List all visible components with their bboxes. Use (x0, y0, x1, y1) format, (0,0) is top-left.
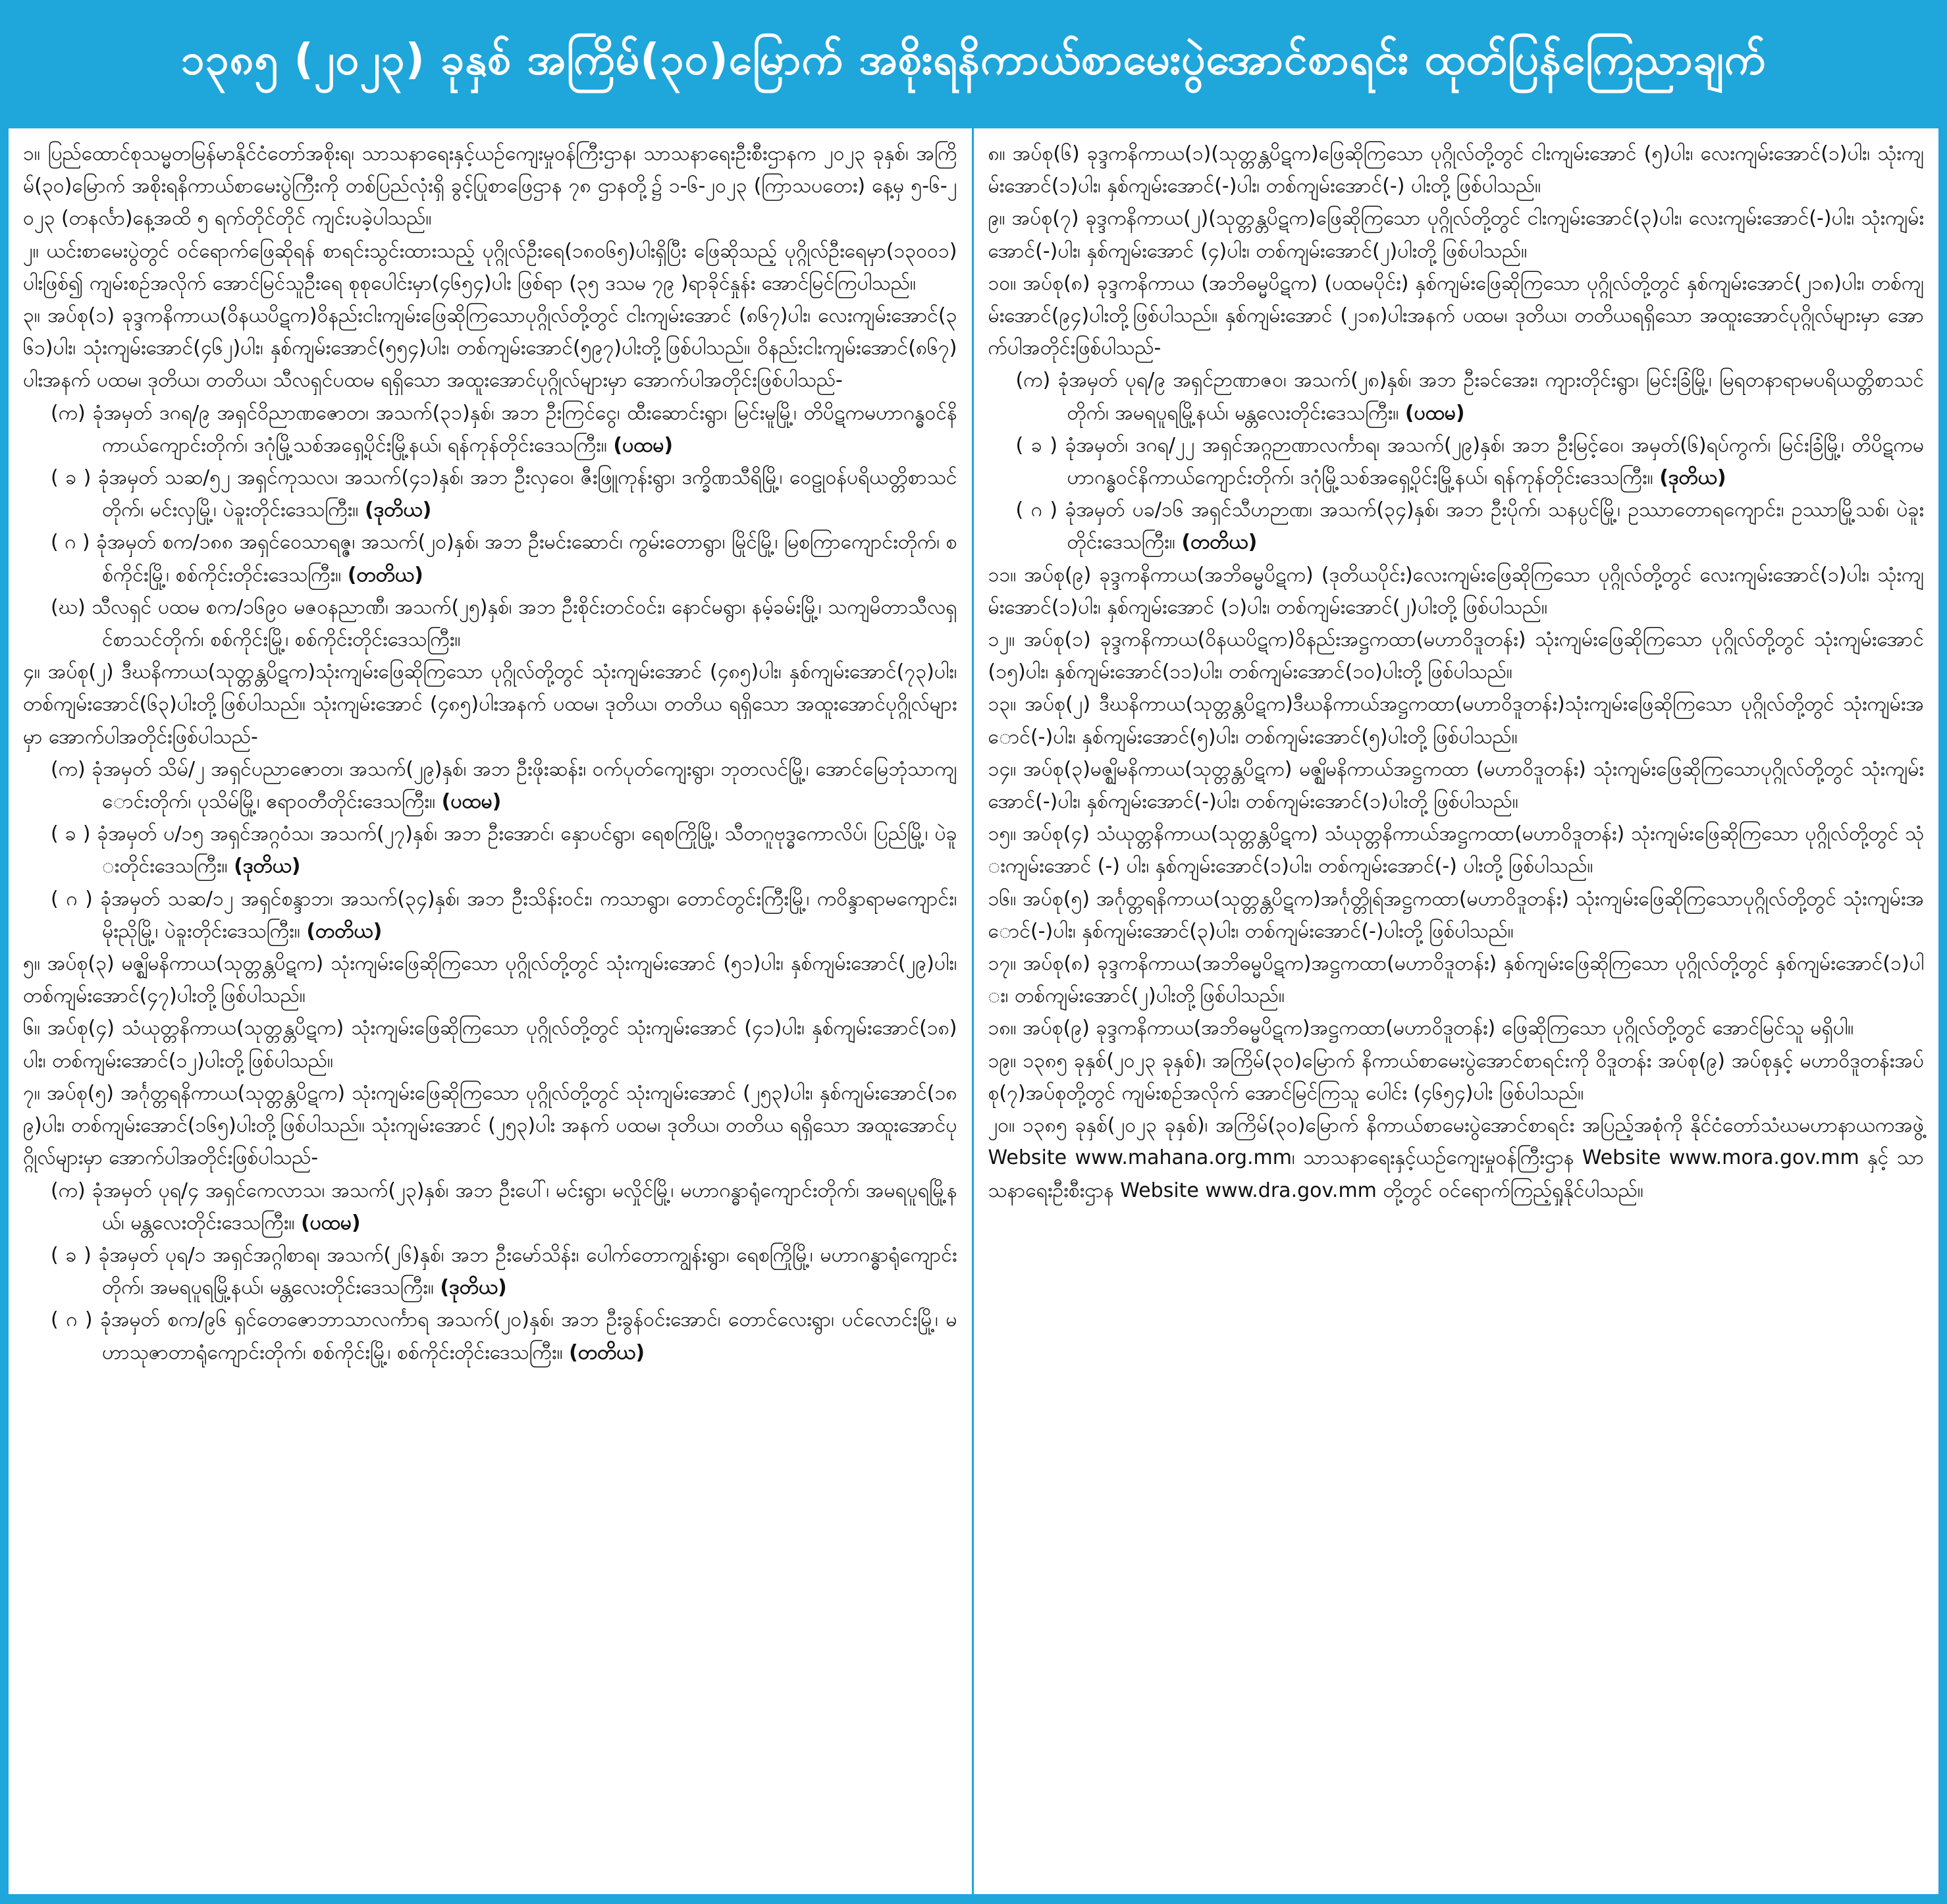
notice-paragraph (988, 883, 1925, 947)
entry-text: ( ဂ ) ခုံအမှတ် စက/၁၈၈ အရှင်ဝေသာရဇ္ဇ၊ အသက်(၂၀)နှစ်၊ အဘ ဦးမင်းဆောင်၊ ကွမ်းတောရွာ၊ မြိုင်မြို့၊ မြစကြာကျောင်းတိုက်၊ စစ်ကိုင်းမြို့၊ စစ်ကိုင်းတိုင်းဒေသကြီး။ (51, 531, 957, 587)
entry-text: (ဃ) သီလရှင် ပထမ စက/၁၆၉၀ မဇဝနညာဏီ၊ အသက်(၂၅)နှစ်၊ အဘ ဦးစိုင်းတင်ဝင်း၊ နောင်မရွာ၊ နမ့်ခမ်းမြို့၊ သကျမိတာသီလရှင်စာသင်တိုက်၊ စစ်ကိုင်းမြို့၊ စစ်ကိုင်းတိုင်းဒေသကြီး။ (51, 595, 957, 652)
left-column (9, 128, 974, 1894)
entry-text: ၅။ အပ်စု(၃) မဇ္ဈိမနိကာယ(သုတ္တန္တပိဋက) သုံးကျမ်းဖြေဆိုကြသော ပုဂ္ဂိုလ်တို့တွင် သုံးကျမ်းအောင် (၅၁)ပါး၊ နှစ်ကျမ်းအောင်(၂၉)ပါး၊ တစ်ကျမ်းအောင်(၄၇)ပါးတို့ဖြစ်ပါသည်။ (23, 952, 957, 1008)
entry-text: ၁၉။ ၁၃၈၅ ခုနှစ်(၂၀၂၃ ခုနှစ်)၊ အကြိမ်(၃၀)မြောက် နိကာယ်စာမေးပွဲအောင်စာရင်းကို ဝိဒူတန်း အပ်စု(၉) အပ်စုနှင့် မဟာဝိဒူတန်းအပ်စု(၇)အပ်စုတို့တွင် ကျမ်းစဉ်အလိုက် အောင်မြင်ကြသူ ပေါင်း (၄၆၅၄)ပါး ဖြစ်ပါသည်။ (988, 1049, 1924, 1105)
entry-text: ( ခ ) ခုံအမှတ် သဆ/၅၂ အရှင်ကုသလ၊ အသက်(၄၁)နှစ်၊ အဘ ဦးလှဝေ၊ ဇီးဖြူကုန်းရွာ၊ ဒက္ခိဏသီရိမြို့၊ ဝေဠုဝန်ပရိယတ္တိစာသင်တိုက်၊ မင်းလှမြို့၊ ပဲခူးတိုင်းဒေသကြီး။ (51, 466, 957, 522)
rank-label: (ပထမ) (1404, 401, 1465, 425)
winner-entry (23, 1239, 957, 1304)
notice-paragraph (988, 947, 1925, 1012)
winner-entry (23, 1304, 957, 1368)
notice-paragraph (23, 1012, 957, 1076)
entry-text: ၈။ အပ်စု(၆) ခုဒ္ဒကနိကာယ(၁)(သုတ္တန္တပိဋက)ဖြေဆိုကြသော ပုဂ္ဂိုလ်တို့တွင် ငါးကျမ်းအောင် (၅)ပါး၊ လေးကျမ်းအောင်(၁)ပါး၊ သုံးကျမ်းအောင်(၁)ပါး၊ နှစ်ကျမ်းအောင်(-)ပါး၊ တစ်ကျမ်းအောင်(-) ပါးတို့ ဖြစ်ပါသည်။ (988, 142, 1924, 198)
entry-text: ၁၇။ အပ်စု(၈) ခုဒ္ဒကနိကာယ(အဘိဓမ္မပိဋက)အဋ္ဌကထာ(မဟာဝိဒူတန်း) နှစ်ကျမ်းဖြေဆိုကြသော ပုဂ္ဂိုလ်တို့တွင် နှစ်ကျမ်းအောင်(၁)ပါး၊ တစ်ကျမ်းအောင်(၂)ပါးတို့ဖြစ်ပါသည်။ (988, 952, 1924, 1008)
notice-paragraph (23, 300, 957, 397)
entry-text: ၆။ အပ်စု(၄) သံယုတ္တနိကာယ(သုတ္တန္တပိဋက) သုံးကျမ်းဖြေဆိုကြသော ပုဂ္ဂိုလ်တို့တွင် သုံးကျမ်းအောင် (၄၁)ပါး၊ နှစ်ကျမ်းအောင်(၁၈)ပါး၊ တစ်ကျမ်းအောင်(၁၂)ပါးတို့ဖြစ်ပါသည်။ (23, 1017, 957, 1072)
entry-text: ၁၁။ အပ်စု(၉) ခုဒ္ဒကနိကာယ(အဘိဓမ္မပိဋက) (ဒုတိယပိုင်း)လေးကျမ်းဖြေဆိုကြသော ပုဂ္ဂိုလ်တို့တွင် လေးကျမ်းအောင်(၁)ပါး၊ သုံးကျမ်းအောင်(၁)ပါး၊ နှစ်ကျမ်းအောင် (၁)ပါး၊ တစ်ကျမ်းအောင်(၂)ပါးတို့ ဖြစ်ပါသည်။ (988, 563, 1924, 619)
notice-paragraph (988, 688, 1925, 753)
rank-label: (ပထမ) (613, 433, 674, 457)
entry-text: ၁၀။ အပ်စု(၈) ခုဒ္ဒကနိကာယ (အဘိဓမ္မပိဋက) (ပထမပိုင်း) နှစ်ကျမ်းဖြေဆိုကြသော ပုဂ္ဂိုလ်တို့တွင် နှစ်ကျမ်းအောင်(၂၁၈)ပါး၊ တစ်ကျမ်းအောင်(၉၄)ပါးတို့ဖြစ်ပါသည်။ နှစ်ကျမ်းအောင် (၂၁၈)ပါးအနက် ပထမ၊ ဒုတိယ၊ တတိယရရှိသော အထူးအောင်ပုဂ္ဂိုလ်များမှာ အောက်ပါအတိုင်းဖြစ်ပါသည်- (988, 271, 1924, 360)
entry-text: ၃။ အပ်စု(၁) ခုဒ္ဒကနိကာယ(ဝိနယပိဋက)ဝိနည်းငါးကျမ်းဖြေဆိုကြသောပုဂ္ဂိုလ်တို့တွင် ငါးကျမ်းအောင် (၈၆၇)ပါး၊ လေးကျမ်းအောင်(၃၆၁)ပါး၊ သုံးကျမ်းအောင်(၄၆၂)ပါး၊ နှစ်ကျမ်းအောင်(၅၅၄)ပါး၊ တစ်ကျမ်းအောင်(၅၉၇)ပါးတို့ဖြစ်ပါသည်။ ဝိနည်းငါးကျမ်းအောင်(၈၆၇)ပါးအနက် ပထမ၊ ဒုတိယ၊ တတိယ၊ သီလရှင်ပထမ ရရှိသော အထူးအောင်ပုဂ္ဂိုလ်များမှာ အောက်ပါအတိုင်းဖြစ်ပါသည်- (23, 304, 957, 392)
entry-text: ၁၂။ အပ်စု(၁) ခုဒ္ဒကနိကာယ(ဝိနယပိဋက)ဝိနည်းအဋ္ဌကထာ(မဟာဝိဒူတန်း) သုံးကျမ်းဖြေဆိုကြသော ပုဂ္ဂိုလ်တို့တွင် သုံးကျမ်းအောင်(၁၅)ပါး၊ နှစ်ကျမ်းအောင်(၁၁)ပါး၊ တစ်ကျမ်းအောင်(၁၀)ပါးတို့ ဖြစ်ပါသည်။ (988, 628, 1924, 684)
winner-entry (988, 364, 1925, 429)
entry-text: ၁။ ပြည်ထောင်စုသမ္မတမြန်မာနိုင်ငံတော်အစိုးရ၊ သာသနာရေးနှင့်ယဉ်ကျေးမှုဝန်ကြီးဌာန၊ သာသနာရေးဦးစီးဌာနက ၂၀၂၃ ခုနှစ်၊ အကြိမ်(၃၀)မြောက် အစိုးရနိကာယ်စာမေးပွဲကြီးကို တစ်ပြည်လုံးရှိ ခွင့်ပြုစာဖြေဌာန ၇၈ ဌာနတို့၌ ၁-၆-၂၀၂၃ (ကြာသပတေး) နေ့မှ ၅-၆-၂၀၂၃ (တနင်္လာ)နေ့အထိ ၅ ရက်တိုင်တိုင် ကျင်းပခဲ့ပါသည်။ (23, 142, 957, 230)
notice-body (7, 126, 1940, 1896)
rank-label: (ပထမ) (300, 1211, 361, 1234)
rank-label: (တတိယ) (569, 1340, 645, 1364)
entry-text: ၂၀။ ၁၃၈၅ ခုနှစ်(၂၀၂၃ ခုနှစ်)၊ အကြိမ်(၃၀)မြောက် နိကာယ်စာမေးပွဲအောင်စာရင်း အပြည့်အစုံကို နိုင်ငံတော်သံဃမဟာနာယကအဖွဲ့ Website www.mahana.org.mm၊ သာသနာရေးနှင့်ယဉ်ကျေးမှုဝန်ကြီးဌာန Website www.mora.gov.mm နှင့် သာသနာရေးဦးစီးဌာန Website www.dra.gov.mm တို့တွင် ဝင်ရောက်ကြည့်ရှုနိုင်ပါသည်။ (988, 1114, 1924, 1202)
entry-text: ( ဂ ) ခုံအမှတ် သဆ/၁၂ အရှင်စန္ဒာဘ၊ အသက်(၃၄)နှစ်၊ အဘ ဦးသိန်းဝင်း၊ ကသာရွာ၊ တောင်တွင်းကြီးမြို့၊ ကဝိန္ဒာရာမကျောင်း၊ မိုးညိုမြို့၊ ပဲခူးတိုင်းဒေသကြီး။ (51, 887, 957, 943)
rank-label: (တတိယ) (347, 563, 423, 587)
entry-text: ၁၈။ အပ်စု(၉) ခုဒ္ဒကနိကာယ(အဘိဓမ္မပိဋက)အဋ္ဌကထာ(မဟာဝိဒူတန်း) ဖြေဆိုကြသော ပုဂ္ဂိုလ်တို့တွင် အောင်မြင်သူ မရှိပါ။ (988, 1017, 1854, 1040)
notice-paragraph (988, 623, 1925, 688)
winner-entry (23, 526, 957, 591)
winner-entry (23, 1175, 957, 1239)
winner-entry (988, 429, 1925, 494)
notice-paragraph (23, 235, 957, 300)
notice-paragraph (988, 818, 1925, 882)
winner-entry (23, 883, 957, 947)
notice-paragraph (988, 1012, 1925, 1044)
winner-entry (23, 462, 957, 526)
notice-paragraph (988, 559, 1925, 623)
winner-entry (23, 753, 957, 818)
right-column (974, 128, 1939, 1894)
rank-label: (တတိယ) (1181, 531, 1258, 554)
rank-label: (ဒုတိယ) (440, 1276, 507, 1300)
entry-text: ( ခ ) ခုံအမှတ် ပ/၁၅ အရှင်အဂ္ဂဝံသ၊ အသက်(၂၇)နှစ်၊ အဘ ဦးအောင်၊ နှောပင်ရွာ၊ ရေစကြိုမြို့၊ သီတဂူဗုဒ္ဓကောလိပ်၊ ပြည်မြို့၊ ပဲခူးတိုင်းဒေသကြီး။ (51, 822, 957, 878)
notice-paragraph (988, 753, 1925, 818)
notice-paragraph (988, 138, 1925, 202)
notice-paragraph (988, 1109, 1925, 1207)
entry-text: ၂။ ယင်းစာမေးပွဲတွင် ဝင်ရောက်ဖြေဆိုရန် စာရင်းသွင်းထားသည့် ပုဂ္ဂိုလ်ဦးရေ(၁၈၀၆၅)ပါးရှိပြီး ဖြေဆိုသည့် ပုဂ္ဂိုလ်ဦးရေမှာ(၁၃၀၀၁)ပါးဖြစ်၍ ကျမ်းစဉ်အလိုက် အောင်မြင်သူဦးရေ စုစုပေါင်းမှာ(၄၆၅၄)ပါး ဖြစ်ရာ (၃၅ ဒသမ ၇၉ )ရာခိုင်နှုန်း အောင်မြင်ကြပါသည်။ (23, 239, 957, 295)
notice-paragraph (988, 267, 1925, 365)
notice-paragraph (988, 202, 1925, 267)
rank-label: (ဒုတိယ) (364, 498, 432, 522)
notice-paragraph (23, 656, 957, 753)
rank-label: (ဒုတိယ) (234, 855, 301, 878)
rank-label: (ဒုတိယ) (1659, 466, 1726, 490)
entry-text: ၁၄။ အပ်စု(၃)မဇ္ဈိမနိကာယ(သုတ္တန္တပိဋက) မဇ္ဈိမနိကာယ်အဋ္ဌကထာ (မဟာဝိဒူတန်း) သုံးကျမ်းဖြေဆိုကြသောပုဂ္ဂိုလ်တို့တွင် သုံးကျမ်းအောင်(-)ပါး၊ နှစ်ကျမ်းအောင်(-)ပါး၊ တစ်ကျမ်းအောင်(၁)ပါးတို့ ဖြစ်ပါသည်။ (988, 757, 1924, 814)
entry-text: ၄။ အပ်စု(၂) ဒီဃနိကာယ(သုတ္တန္တပိဋက)သုံးကျမ်းဖြေဆိုကြသော ပုဂ္ဂိုလ်တို့တွင် သုံးကျမ်းအောင် (၄၈၅)ပါး၊ နှစ်ကျမ်းအောင်(၇၃)ပါး၊ တစ်ကျမ်းအောင်(၆၃)ပါးတို့ဖြစ်ပါသည်။ သုံးကျမ်းအောင် (၄၈၅)ပါးအနက် ပထမ၊ ဒုတိယ၊ တတိယ ရရှိသော အထူးအောင်ပုဂ္ဂိုလ်များမှာ အောက်ပါအတိုင်းဖြစ်ပါသည်- (23, 660, 957, 749)
entry-text: ၁၃။ အပ်စု(၂) ဒီဃနိကာယ(သုတ္တန္တပိဋက)ဒီဃနိကာယ်အဋ္ဌကထာ(မဟာဝိဒူတန်း)သုံးကျမ်းဖြေဆိုကြသော ပုဂ္ဂိုလ်တို့တွင် သုံးကျမ်းအောင်(-)ပါး၊ နှစ်ကျမ်းအောင်(၅)ပါး၊ တစ်ကျမ်းအောင်(၅)ပါးတို့ ဖြစ်ပါသည်။ (988, 693, 1924, 749)
entry-text: (က) ခုံအမှတ် ပုရ/၉ အရှင်ဉာဏာဇဝ၊ အသက်(၂၈)နှစ်၊ အဘ ဦးခင်အေး၊ ကျားတိုင်းရွာ၊ မြင်းခြံမြို့၊ မြရတနာရာမပရိယတ္တိစာသင်တိုက်၊ အမရပူရမြို့နယ်၊ မန္တလေးတိုင်းဒေသကြီး။ (1015, 369, 1924, 425)
entry-text: ( ဂ ) ခုံအမှတ် စက/၉၆ ရှင်တေဇောဘာသာလင်္ကာရ အသက်(၂၀)နှစ်၊ အဘ ဦးခွန်ဝင်းအောင်၊ တောင်လေးရွာ၊ ပင်လောင်းမြို့၊ မဟာသုဇာတာရုံကျောင်းတိုက်၊ စစ်ကိုင်းမြို့၊ စစ်ကိုင်းတိုင်းဒေသကြီး။ (51, 1308, 957, 1364)
rank-label: (ပထမ) (441, 790, 502, 814)
notice-paragraph (988, 1045, 1925, 1109)
rank-label: (တတိယ) (306, 919, 383, 943)
notice-title: ၁၃၈၅ (၂၀၂၃) ခုနှစ် အကြိမ်(၃၀)မြောက် အစိုးရနိကာယ်စာမေးပွဲအောင်စာရင်း ထုတ်ပြန်ကြေညာချက် (180, 36, 1767, 84)
winner-entry (23, 818, 957, 882)
winner-entry (23, 591, 957, 656)
entry-text: ၁၅။ အပ်စု(၄) သံယုတ္တနိကာယ(သုတ္တန္တပိဋက) သံယုတ္တနိကာယ်အဋ္ဌကထာ(မဟာဝိဒူတန်း) သုံးကျမ်းဖြေဆိုကြသော ပုဂ္ဂိုလ်တို့တွင် သုံးကျမ်းအောင် (-) ပါး၊ နှစ်ကျမ်းအောင်(၁)ပါး၊ တစ်ကျမ်းအောင်(-) ပါးတို့ ဖြစ်ပါသည်။ (988, 822, 1924, 878)
entry-text: ၁၆။ အပ်စု(၅) အင်္ဂုတ္တရနိကာယ(သုတ္တန္တပိဋက)အင်္ဂုတ္တိုရ်အဋ္ဌကထာ(မဟာဝိဒူတန်း) သုံးကျမ်းဖြေဆိုကြသောပုဂ္ဂိုလ်တို့တွင် သုံးကျမ်းအောင်(-)ပါး၊ နှစ်ကျမ်းအောင်(၃)ပါး၊ တစ်ကျမ်းအောင်(-)ပါးတို့ ဖြစ်ပါသည်။ (988, 887, 1924, 943)
entry-text: ၉။ အပ်စု(၇) ခုဒ္ဒကနိကာယ(၂)(သုတ္တန္တပိဋက)ဖြေဆိုကြသော ပုဂ္ဂိုလ်တို့တွင် ငါးကျမ်းအောင်(၃)ပါး၊ လေးကျမ်းအောင်(-)ပါး၊ သုံးကျမ်းအောင်(-)ပါး၊ နှစ်ကျမ်းအောင် (၄)ပါး၊ တစ်ကျမ်းအောင်(၂)ပါးတို့ ဖြစ်ပါသည်။ (988, 207, 1924, 263)
notice-paragraph (23, 1077, 957, 1175)
entry-text: ( ခ ) ခုံအမှတ်၊ ဒဂရ/၂၂ အရှင်အဂ္ဂဉာဏာလင်္ကာရ၊ အသက်(၂၉)နှစ်၊ အဘ ဦးမြင့်ဝေ၊ အမှတ်(၆)ရပ်ကွက်၊ မြင်းခြံမြို့၊ တိပိဋကမဟာဂန္ဓဝင်နိကာယ်ကျောင်းတိုက်၊ ဒဂုံမြို့သစ်အရှေ့ပိုင်းမြို့နယ်၊ ရန်ကုန်တိုင်းဒေသကြီး။ (1015, 433, 1924, 490)
winner-entry (988, 494, 1925, 558)
entry-text: (က) ခုံအမှတ် သိမ်/၂ အရှင်ပညာဇောတ၊ အသက်(၂၉)နှစ်၊ အဘ ဦးဖိုးဆန်း၊ ဝက်ပုတ်ကျေးရွာ၊ ဘုတလင်မြို့၊ အောင်မြေဘုံသာကျောင်းတိုက်၊ ပုသိမ်မြို့၊ ဧရာဝတီတိုင်းဒေသကြီး။ (51, 757, 957, 814)
entry-text: ( ခ ) ခုံအမှတ် ပုရ/၁ အရှင်အဂ္ဂါစာရ၊ အသက်(၂၆)နှစ်၊ အဘ ဦးမော်သိန်း၊ ပေါက်တောကျွန်းရွာ၊ ရေစကြိုမြို့၊ မဟာဂန္ဓာရုံကျောင်းတိုက်၊ အမရပူရမြို့နယ်၊ မန္တလေးတိုင်းဒေသကြီး။ (51, 1243, 957, 1300)
winner-entry (23, 397, 957, 462)
notice-paragraph (23, 138, 957, 235)
notice-paragraph (23, 947, 957, 1012)
entry-text: (က) ခုံအမှတ် ပုရ/၄ အရှင်ကေလာသ၊ အသက်(၂၃)နှစ်၊ အဘ ဦးပေါ်၊ မင်းရွာ၊ မလှိုင်မြို့၊ မဟာဂန္ဓာရုံကျောင်းတိုက်၊ အမရပူရမြို့နယ်၊ မန္တလေးတိုင်းဒေသကြီး။ (51, 1178, 957, 1234)
entry-text: ( ဂ ) ခုံအမှတ် ပခ/၁၆ အရှင်သီဟဉာဏ၊ အသက်(၃၄)နှစ်၊ အဘ ဦးပိုက်၊ သနပ္ပင်မြို့၊ ဥဿာတောရကျောင်း၊ ဥဿာမြို့သစ်၊ ပဲခူးတိုင်းဒေသကြီး။ (1015, 498, 1924, 554)
entry-text: ၇။ အပ်စု(၅) အင်္ဂုတ္တရနိကာယ(သုတ္တန္တပိဋက) သုံးကျမ်းဖြေဆိုကြသော ပုဂ္ဂိုလ်တို့တွင် သုံးကျမ်းအောင် (၂၅၃)ပါး၊ နှစ်ကျမ်းအောင်(၁၈၉)ပါး၊ တစ်ကျမ်းအောင်(၁၆၅)ပါးတို့ဖြစ်ပါသည်။ သုံးကျမ်းအောင် (၂၅၃)ပါး အနက် ပထမ၊ ဒုတိယ၊ တတိယ ရရှိသော အထူးအောင်ပုဂ္ဂိုလ်များမှာ အောက်ပါအတိုင်းဖြစ်ပါသည်- (23, 1081, 957, 1170)
entry-text: (က) ခုံအမှတ် ဒဂရ/၉ အရှင်ဝိညာဏဇောတ၊ အသက်(၃၁)နှစ်၊ အဘ ဦးကြင်ငွေ၊ ထီးဆောင်းရွာ၊ မြင်းမူမြို့၊ တိပိဋကမဟာဂန္ဓဝင်နိကာယ်ကျောင်းတိုက်၊ ဒဂုံမြို့သစ်အရှေ့ပိုင်းမြို့နယ်၊ ရန်ကုန်တိုင်းဒေသကြီး။ (51, 401, 957, 457)
